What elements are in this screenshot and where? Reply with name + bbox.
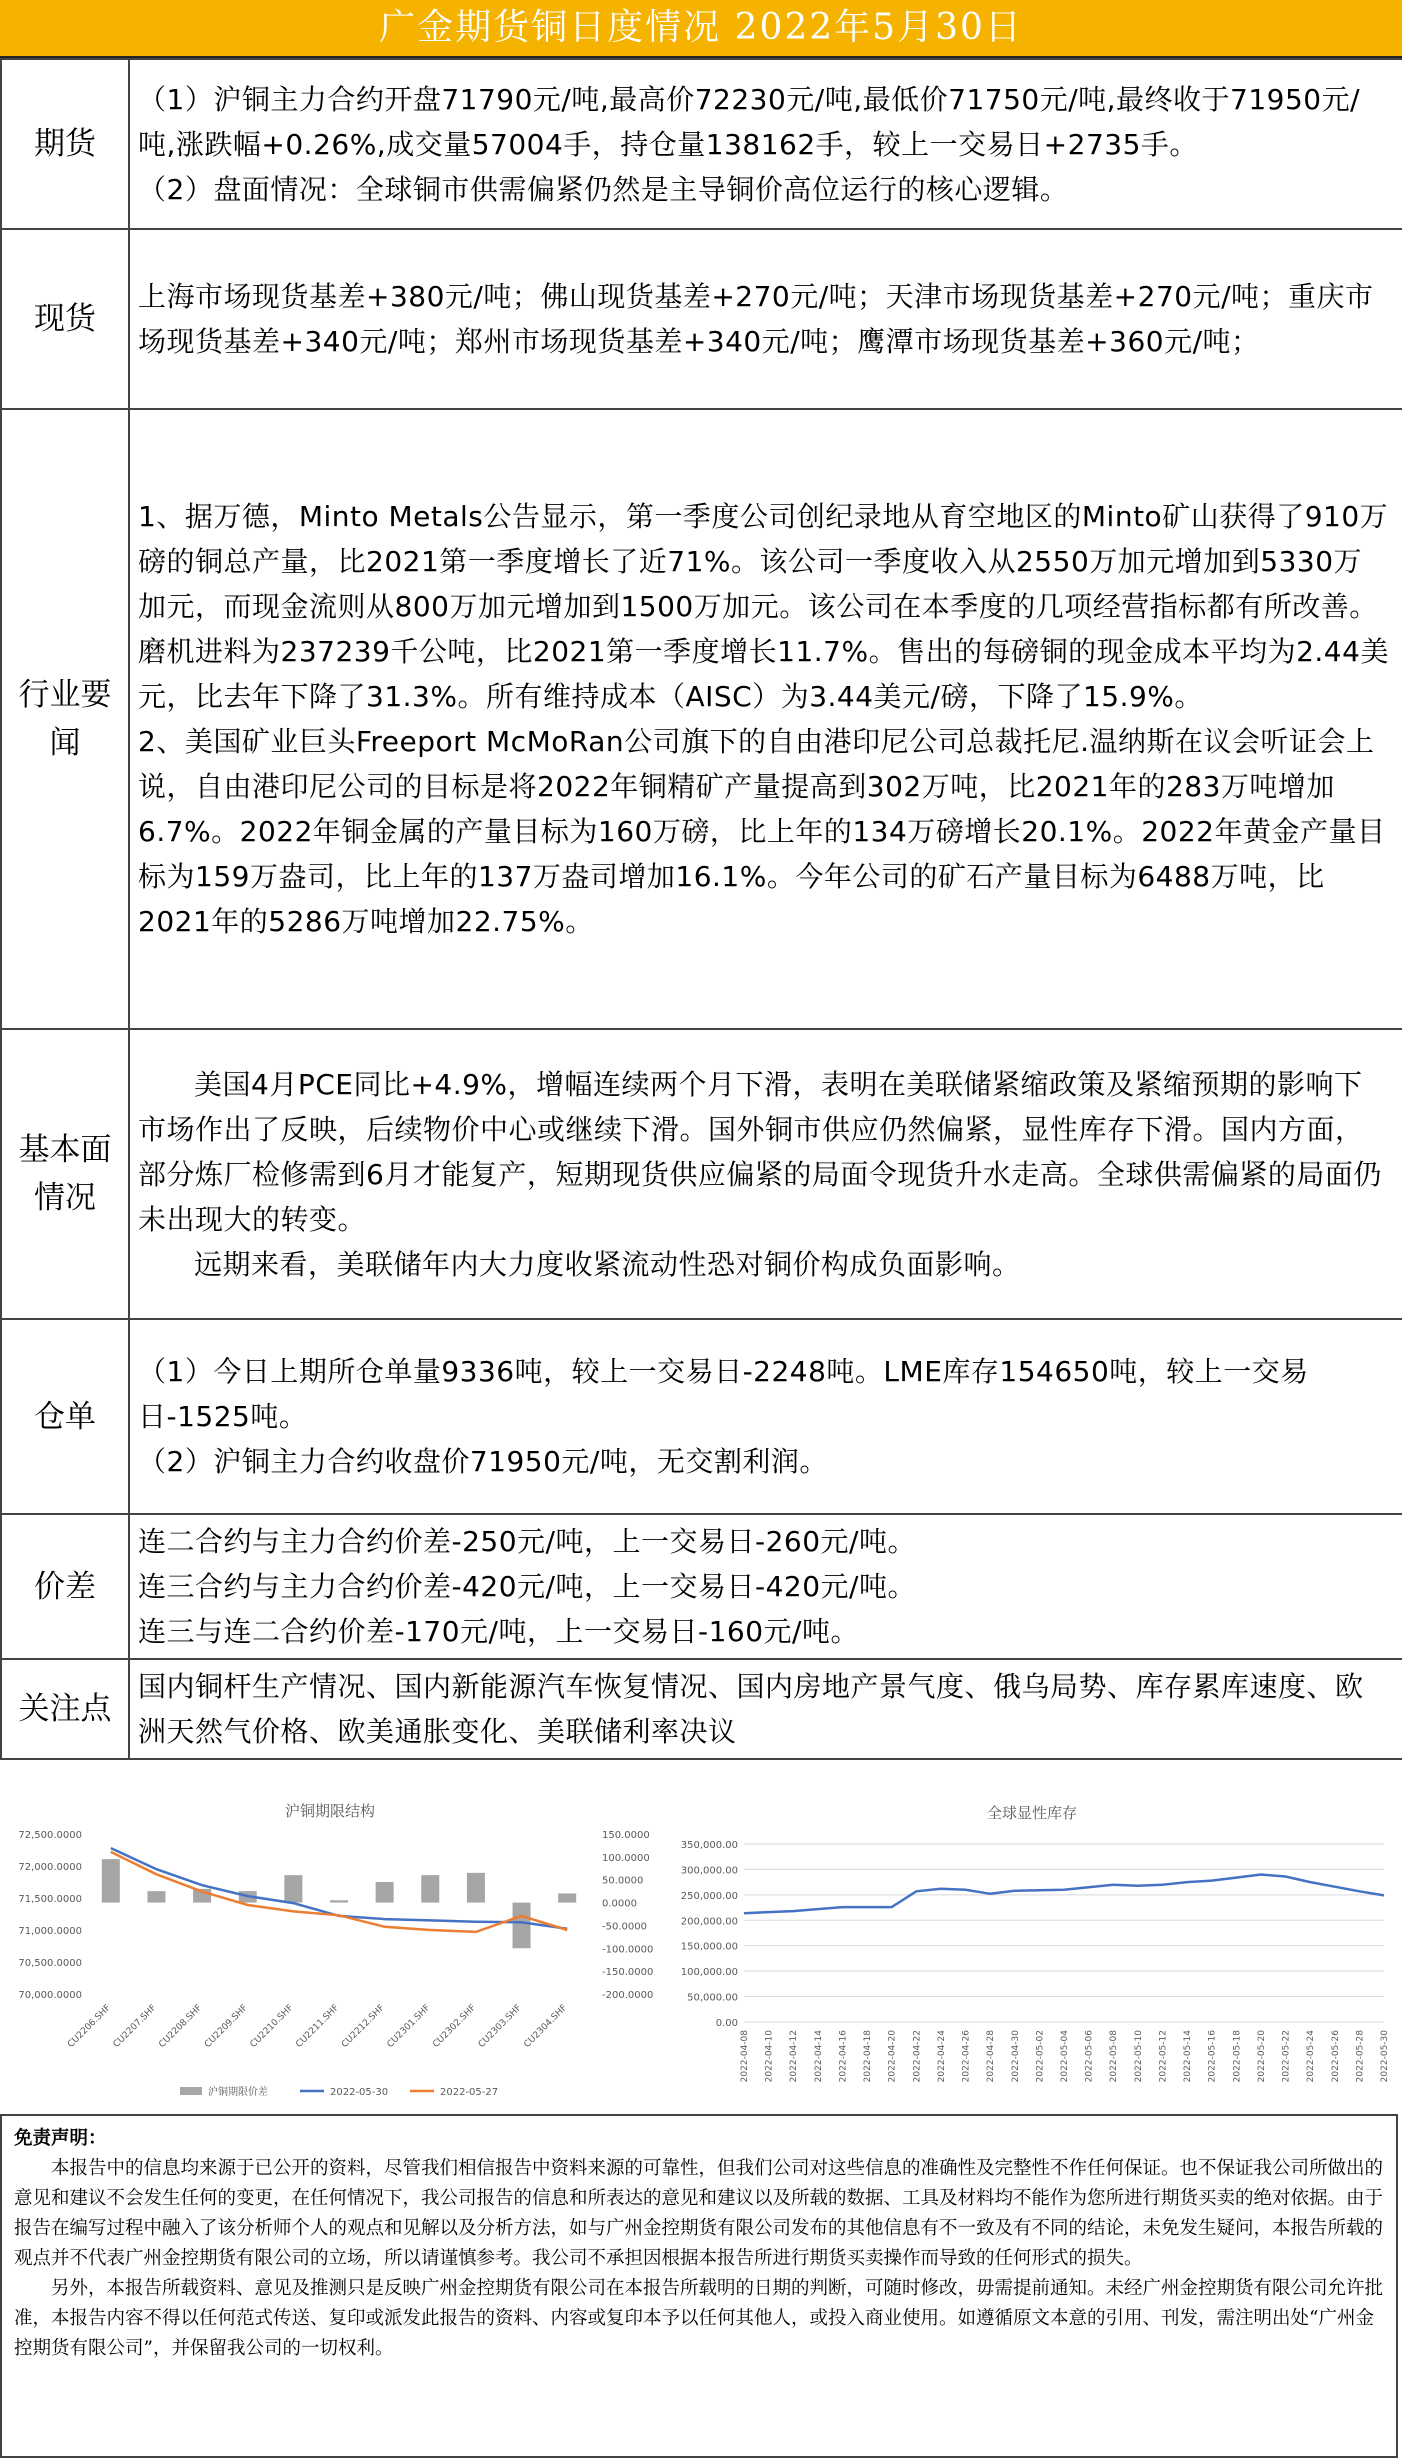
category-label: CU2210.SHF: [248, 2003, 296, 2050]
x-tick-label: 2022-04-20: [887, 2030, 898, 2083]
x-tick-label: 2022-04-14: [813, 2030, 824, 2083]
y-tick-label: 300,000.00: [680, 1865, 738, 1877]
right-tick-label: -150.0000: [602, 1967, 654, 1979]
row-paragraph: 国内铜杆生产情况、国内新能源汽车恢复情况、国内房地产景气度、俄乌局势、库存累库速度、欧洲天然气价格、欧美通胀变化、美联储利率决议: [138, 1670, 1364, 1748]
row-content: [129, 1029, 1402, 1319]
y-tick-label: 100,000.00: [680, 1967, 738, 1979]
category-label: CU2304.SHF: [522, 2003, 570, 2050]
category-label: CU2209.SHF: [202, 2003, 250, 2050]
disclaimer-title: 免责声明：: [14, 2128, 107, 2149]
row-content: [129, 1659, 1402, 1759]
row-label: 现货: [1, 229, 129, 409]
spread-bar: [376, 1882, 394, 1903]
category-label: CU2212.SHF: [339, 2003, 387, 2050]
price-curve-line: [111, 1852, 567, 1932]
x-tick-label: 2022-04-24: [936, 2030, 947, 2083]
x-tick-label: 2022-04-10: [764, 2030, 775, 2083]
left-tick-label: 71,000.0000: [18, 1926, 82, 1937]
row-paragraph: 1、据万德，Minto Metals公告显示，第一季度公司创纪录地从育空地区的Minto矿山获得了910万磅的铜总产量，比2021第一季度增长了近71%。该公司一季度收入从2550万加元增加到5330万加元，而现金流则从800万加元增加到1500万加元。该公司在本季度的几项经营指标都有所改善。磨机进料为237239千公吨，比2021第一季度增长11.7%。售出的每磅铜的现金成本平均为2.44美元，比去年下降了31.3%。所有维持成本（AISC）为3.44美元/磅，下降了15.9%。: [138, 500, 1389, 713]
row-content: [129, 229, 1402, 409]
left-tick-label: 72,500.0000: [18, 1830, 82, 1841]
right-tick-label: -100.0000: [602, 1944, 654, 1956]
row-paragraph: 连二合约与主力合约价差-250元/吨，上一交易日-260元/吨。: [138, 1525, 916, 1558]
x-tick-label: 2022-05-14: [1183, 2030, 1194, 2083]
left-tick-label: 70,500.0000: [18, 1958, 82, 1969]
spread-bar: [513, 1903, 531, 1949]
row-paragraph: 连三合约与主力合约价差-420元/吨，上一交易日-420元/吨。: [138, 1570, 916, 1603]
legend-label: 沪铜期限价差: [208, 2087, 268, 2098]
category-label: CU2211.SHF: [294, 2003, 342, 2050]
x-tick-label: 2022-05-10: [1133, 2030, 1144, 2083]
category-label: CU2303.SHF: [476, 2003, 524, 2050]
x-tick-label: 2022-04-12: [789, 2030, 800, 2083]
x-tick-label: 2022-05-22: [1281, 2030, 1292, 2083]
legend-bar-swatch: [180, 2087, 202, 2095]
x-tick-label: 2022-05-16: [1207, 2030, 1218, 2083]
charts-area: [0, 1794, 1402, 2114]
x-tick-label: 2022-05-30: [1380, 2030, 1390, 2083]
row-content: [129, 409, 1402, 1029]
report-row: [1, 1514, 1402, 1659]
legend-label: 2022-05-30: [330, 2087, 389, 2098]
row-content: [129, 1319, 1402, 1514]
category-label: CU2208.SHF: [157, 2003, 205, 2050]
row-paragraph: （2）沪铜主力合约收盘价71950元/吨，无交割利润。: [138, 1445, 828, 1478]
category-label: CU2301.SHF: [385, 2003, 433, 2050]
report-row: [1, 229, 1402, 409]
row-label: 仓单: [1, 1319, 129, 1514]
category-label: CU2206.SHF: [66, 2003, 113, 2050]
x-tick-label: 2022-05-08: [1109, 2030, 1120, 2083]
right-tick-label: 150.0000: [602, 1830, 650, 1841]
row-content: [129, 1514, 1402, 1659]
report-row: [1, 1029, 1402, 1319]
category-label: CU2207.SHF: [111, 2003, 159, 2050]
inventory-line: [744, 1875, 1384, 1914]
inventory-svg: [664, 1794, 1400, 2112]
row-paragraph: 上海市场现货基差+380元/吨；佛山现货基差+270元/吨；天津市场现货基差+270元/吨；重庆市场现货基差+340元/吨；郑州市场现货基差+340元/吨；鹰潭市场现货基差+360元/吨；: [138, 280, 1374, 358]
disclaimer-paragraph-1: 本报告中的信息均来源于已公开的资料，尽管我们相信报告中资料来源的可靠性，但我们公司对这些信息的准确性及完整性不作任何保证。也不保证我公司所做出的意见和建议不会发生任何的变更，在任何情况下，我公司报告的信息和所表达的意见和建议以及所载的数据、工具及材料均不能作为您所进行期货买卖的绝对依据。由于报告在编写过程中融入了该分析师个人的观点和见解以及分析方法，如与广州金控期货有限公司发布的其他信息有不一致及有不同的结论，未免发生疑问，本报告所载的观点并不代表广州金控期货有限公司的立场，所以请谨慎参考。我公司不承担因根据本报告所进行期货买卖操作而导致的任何形式的损失。: [14, 2158, 1384, 2269]
row-content: [129, 59, 1402, 229]
inventory-chart: [664, 1794, 1400, 2112]
x-tick-label: 2022-04-08: [740, 2030, 750, 2083]
price-curve-line: [111, 1848, 567, 1929]
spread-bar: [147, 1891, 165, 1902]
row-label: 价差: [1, 1514, 129, 1659]
legend-label: 2022-05-27: [440, 2087, 499, 2098]
row-paragraph: （1）今日上期所仓单量9336吨，较上一交易日-2248吨。LME库存154650吨，较上一交易日-1525吨。: [138, 1355, 1309, 1433]
report-row: [1, 1659, 1402, 1759]
x-tick-label: 2022-04-16: [838, 2030, 849, 2083]
x-tick-label: 2022-05-18: [1232, 2030, 1243, 2083]
y-tick-label: 0.00: [715, 2018, 738, 2029]
row-label: 行业要闻: [1, 409, 129, 1029]
spread-bar: [467, 1873, 485, 1903]
disclaimer-paragraph-2: 另外，本报告所载资料、意见及推测只是反映广州金控期货有限公司在本报告所载明的日期的判断，可随时修改，毋需提前通知。未经广州金控期货有限公司允许批准，本报告内容不得以任何范式传送、复印或派发此报告的资料、内容或复印本予以任何其他人，或投入商业使用。如遵循原文本意的引用、刊发，需注明出处“广州金控期货有限公司”，并保留我公司的一切权利。: [14, 2278, 1384, 2359]
term-structure-chart: [0, 1794, 660, 2112]
spread-bar: [284, 1875, 302, 1902]
right-tick-label: 50.0000: [602, 1875, 644, 1887]
x-tick-label: 2022-05-24: [1306, 2030, 1317, 2083]
right-tick-label: -50.0000: [602, 1921, 647, 1933]
x-tick-label: 2022-04-30: [1010, 2030, 1021, 2083]
x-tick-label: 2022-04-18: [863, 2030, 874, 2083]
left-tick-label: 72,000.0000: [18, 1862, 82, 1873]
x-tick-label: 2022-04-26: [961, 2030, 972, 2083]
y-tick-label: 50,000.00: [687, 1992, 738, 2004]
row-paragraph: （1）沪铜主力合约开盘71790元/吨,最高价72230元/吨,最低价71750元/吨,最终收于71950元/吨,涨跌幅+0.26%,成交量57004手，持仓量138162手，较上一交易日+2735手。: [138, 82, 1361, 161]
row-paragraph: 连三与连二合约价差-170元/吨，上一交易日-160元/吨。: [138, 1615, 859, 1648]
chart-title: 沪铜期限结构: [284, 1802, 376, 1820]
category-label: CU2302.SHF: [431, 2003, 479, 2050]
report-row: [1, 1319, 1402, 1514]
x-tick-label: 2022-04-28: [986, 2030, 997, 2083]
term-structure-svg: [0, 1794, 660, 2112]
spread-bar: [421, 1875, 439, 1902]
y-tick-label: 350,000.00: [680, 1840, 738, 1851]
report-row: [1, 409, 1402, 1029]
report-row: [1, 59, 1402, 229]
x-tick-label: 2022-04-22: [912, 2030, 923, 2083]
right-tick-label: -200.0000: [602, 1990, 654, 2001]
chart-title: 全球显性库存: [986, 1804, 1078, 1822]
disclaimer: [0, 2114, 1398, 2458]
right-tick-label: 0.0000: [602, 1898, 637, 1910]
left-tick-label: 70,000.0000: [18, 1990, 82, 2001]
report-table: [0, 58, 1402, 1760]
row-paragraph: 美国4月PCE同比+4.9%，增幅连续两个月下滑，表明在美联储紧缩政策及紧缩预期的影响下市场作出了反映，后续物价中心或继续下滑。国外铜市供应仍然偏紧，显性库存下滑。国内方面，部分炼厂检修需到6月才能复产，短期现货供应偏紧的局面令现货升水走高。全球供需偏紧的局面仍未出现大的转变。: [138, 1067, 1382, 1236]
left-tick-label: 71,500.0000: [18, 1894, 82, 1905]
x-tick-label: 2022-05-02: [1035, 2030, 1046, 2083]
x-tick-label: 2022-05-20: [1256, 2030, 1267, 2083]
y-tick-label: 150,000.00: [680, 1941, 738, 1953]
row-paragraph: 远期来看，美联储年内大力度收紧流动性恐对铜价构成负面影响。: [194, 1247, 1021, 1281]
row-paragraph: （2）盘面情况：全球铜市供需偏紧仍然是主导铜价高位运行的核心逻辑。: [138, 172, 1069, 206]
x-tick-label: 2022-05-06: [1084, 2030, 1095, 2083]
right-tick-label: 100.0000: [602, 1852, 650, 1864]
x-tick-label: 2022-05-28: [1355, 2030, 1366, 2083]
spread-bar: [558, 1893, 576, 1902]
row-paragraph: 2、美国矿业巨头Freeport McMoRan公司旗下的自由港印尼公司总裁托尼.温纳斯在议会听证会上说，自由港印尼公司的目标是将2022年铜精矿产量提高到302万吨，比2021年的283万吨增加6.7%。2022年铜金属的产量目标为160万磅，比上年的134万磅增长20.1%。2022年黄金产量目标为159万盎司，比上年的137万盎司增加16.1%。今年公司的矿石产量目标为6488万吨，比2021年的5286万吨增加22.75%。: [138, 725, 1386, 938]
y-tick-label: 200,000.00: [680, 1916, 738, 1928]
x-tick-label: 2022-05-04: [1060, 2030, 1070, 2083]
report-title: 广金期货铜日度情况 2022年5月30日: [0, 0, 1402, 58]
x-tick-label: 2022-05-12: [1158, 2030, 1169, 2083]
row-label: 期货: [1, 59, 129, 229]
row-label: 关注点: [1, 1659, 129, 1759]
y-tick-label: 250,000.00: [680, 1890, 738, 1902]
x-tick-label: 2022-05-26: [1330, 2030, 1341, 2083]
spread-bar: [102, 1859, 120, 1902]
row-label: 基本面情况: [1, 1029, 129, 1319]
spread-bar: [330, 1900, 348, 1902]
